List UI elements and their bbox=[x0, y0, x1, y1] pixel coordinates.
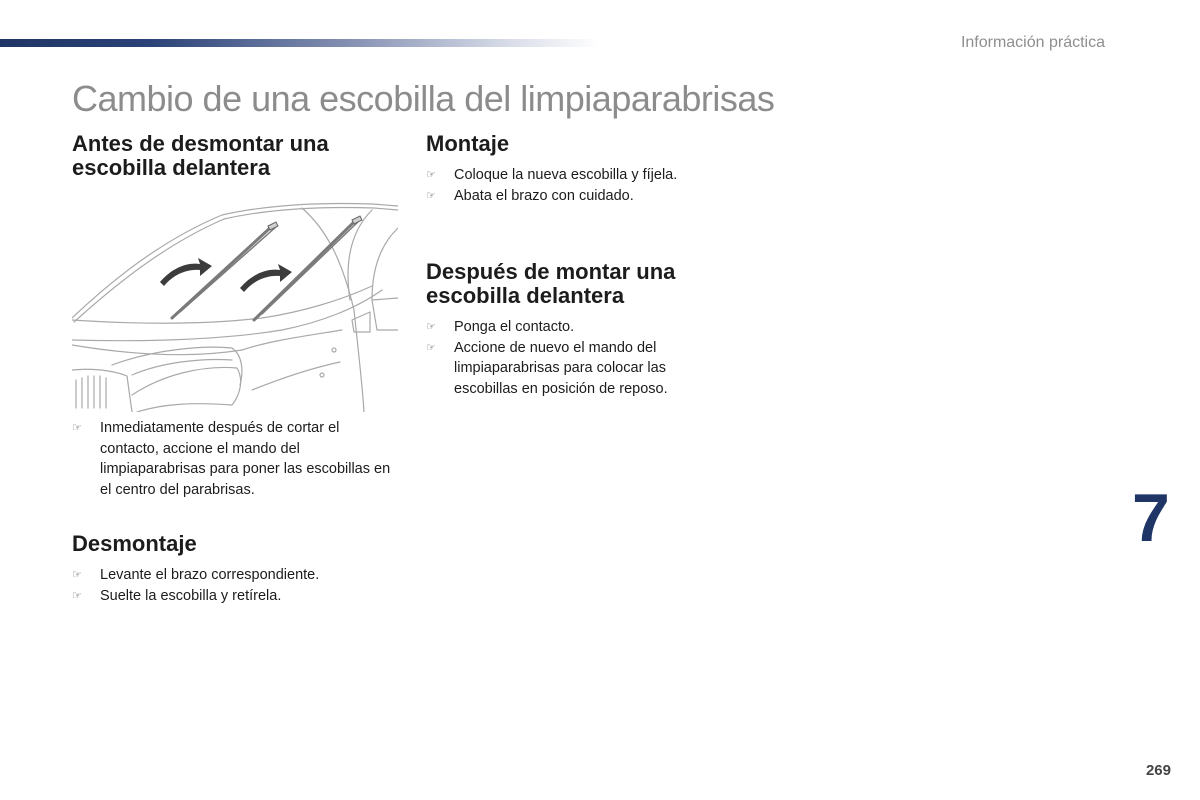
chapter-number: 7 bbox=[1132, 480, 1170, 556]
pointing-finger-icon: ☞ bbox=[72, 422, 82, 434]
page-number: 269 bbox=[1145, 762, 1171, 779]
list-item: ☞ Levante el brazo correspondiente. bbox=[72, 565, 402, 586]
page-title: Cambio de una escobilla del limpiaparabrisas bbox=[72, 78, 775, 119]
fitting-section bbox=[426, 132, 756, 206]
pointing-finger-icon: ☞ bbox=[426, 189, 436, 202]
removal-section bbox=[72, 532, 402, 606]
list-item: ☞ Coloque la nueva escobilla y fíjela. bbox=[426, 165, 756, 186]
section-header: Información práctica bbox=[960, 34, 1105, 51]
pointing-finger-icon: ☞ bbox=[426, 321, 436, 333]
list-item: ☞ Suelte la escobilla y retírela. bbox=[72, 586, 402, 607]
pointing-finger-icon: ☞ bbox=[426, 341, 436, 354]
heading-before-removal: Antes de desmontar una escobilla delantera bbox=[72, 131, 329, 180]
heading-fitting: Montaje bbox=[426, 131, 510, 156]
pointing-finger-icon: ☞ bbox=[72, 589, 82, 602]
pointing-finger-icon: ☞ bbox=[426, 169, 436, 181]
before-removal-steps bbox=[72, 418, 402, 500]
after-fitting-section bbox=[426, 260, 726, 399]
list-item: ☞ Accione de nuevo el mando del limpiaparabrisas para colocar las escobillas en posición de reposo. bbox=[426, 339, 668, 397]
heading-removal: Desmontaje bbox=[72, 531, 197, 556]
windscreen-wiper-illustration bbox=[72, 190, 398, 412]
list-item: ☞ Abata el brazo con cuidado. bbox=[426, 186, 756, 207]
header-accent-bar bbox=[0, 39, 600, 47]
heading-after-fitting: Después de montar una escobilla delantera bbox=[426, 259, 676, 308]
list-item: ☞ Ponga el contacto. bbox=[426, 317, 696, 338]
left-column bbox=[72, 132, 402, 180]
list-item: ☞ Inmediatamente después de cortar el contacto, accione el mando del limpiaparabrisas para poner las escobillas en el centro del parabrisas. bbox=[72, 420, 391, 498]
pointing-finger-icon: ☞ bbox=[72, 569, 82, 581]
